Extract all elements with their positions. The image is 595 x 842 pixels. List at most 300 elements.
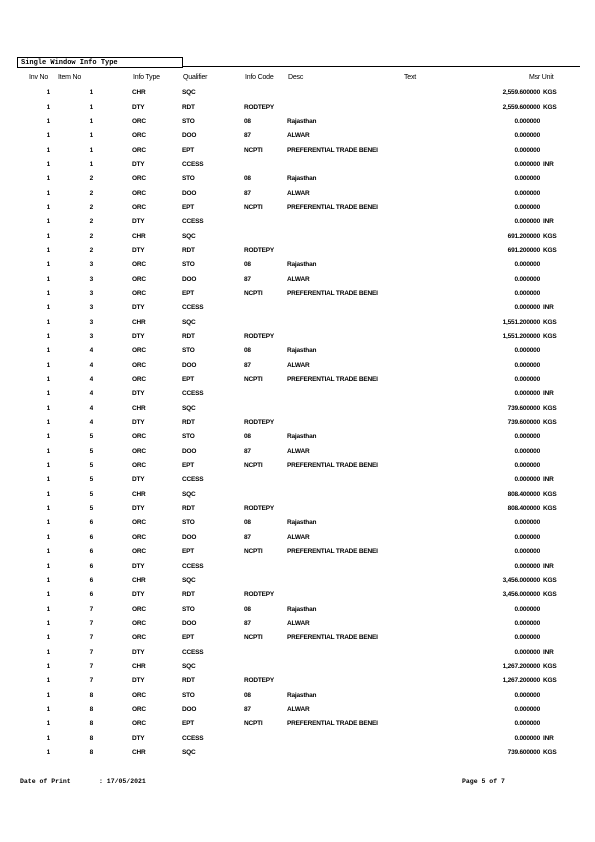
spacer-cell: [93, 717, 132, 731]
info-code-cell: 08: [244, 691, 251, 699]
measure-value-cell: 1,551.200000: [502, 333, 540, 341]
table-row: [0, 602, 573, 616]
inv-no-cell: 1: [46, 576, 50, 584]
table-row: [0, 617, 573, 631]
inv-no-cell: 1: [46, 677, 50, 685]
info-type-cell: DTY: [132, 246, 145, 254]
item-no-cell: 8: [89, 720, 93, 728]
inv-no-cell: 1: [46, 462, 50, 470]
qualifier-cell: CCESS: [182, 734, 204, 742]
info-code-cell: RODTEPY: [244, 591, 275, 599]
spacer-cell: [93, 229, 132, 243]
qualifier-cell: RDT: [182, 246, 195, 254]
measure-unit-cell: KGS: [543, 490, 557, 498]
info-code-cell: 08: [244, 519, 251, 527]
desc-cell: [287, 229, 407, 243]
text-cell: [407, 316, 440, 330]
desc-cell: [287, 559, 407, 573]
text-cell: [407, 287, 440, 301]
measure-unit-cell: [540, 287, 573, 301]
info-code-cell: RODTEPY: [244, 505, 275, 513]
info-code-cell: NCPTI: [244, 462, 263, 470]
inv-no-cell: 1: [46, 734, 50, 742]
measure-value-cell: 0.000000: [514, 562, 540, 570]
desc-cell: [287, 473, 407, 487]
desc-cell: [287, 674, 407, 688]
inv-no-cell: 1: [46, 390, 50, 398]
spacer-cell: [93, 731, 132, 745]
table-row: [0, 445, 573, 459]
info-code-cell: 87: [244, 447, 251, 455]
info-type-cell: DTY: [132, 476, 145, 484]
text-cell: [407, 373, 440, 387]
header-desc: Desc: [288, 74, 304, 81]
table-row: [0, 731, 573, 745]
info-type-cell: ORC: [132, 146, 146, 154]
qualifier-cell: SQC: [182, 576, 196, 584]
text-cell: [407, 703, 440, 717]
measure-value-cell: 0.000000: [514, 361, 540, 369]
table-row: [0, 272, 573, 286]
qualifier-cell: DOO: [182, 705, 197, 713]
spacer-cell: [93, 143, 132, 157]
spacer-cell: [93, 100, 132, 114]
measure-value-cell: 808.400000: [507, 490, 540, 498]
info-type-cell: DTY: [132, 304, 145, 312]
info-type-cell: ORC: [132, 462, 146, 470]
spacer-cell: [93, 516, 132, 530]
item-no-cell: 2: [89, 246, 93, 254]
table-row: [0, 143, 573, 157]
desc-cell: ALWAR: [287, 705, 310, 713]
desc-cell: Rajasthan: [287, 691, 317, 699]
measure-value-cell: 0.000000: [514, 634, 540, 642]
table-row: [0, 402, 573, 416]
info-code-cell: RODTEPY: [244, 103, 275, 111]
table-row: [0, 631, 573, 645]
info-code-cell: 87: [244, 619, 251, 627]
measure-value-cell: 2,559.600000: [502, 89, 540, 97]
measure-value-cell: 0.000000: [514, 648, 540, 656]
measure-unit-cell: [540, 186, 573, 200]
desc-cell: ALWAR: [287, 132, 310, 140]
inv-no-cell: 1: [46, 705, 50, 713]
table-row: [0, 645, 573, 659]
text-cell: [407, 631, 440, 645]
desc-cell: PREFERENTIAL TRADE BENEI: [287, 203, 378, 211]
qualifier-cell: DOO: [182, 132, 197, 140]
measure-unit-cell: INR: [543, 160, 554, 168]
desc-cell: PREFERENTIAL TRADE BENEI: [287, 548, 378, 556]
spacer-cell: [93, 301, 132, 315]
measure-unit-cell: KGS: [543, 103, 557, 111]
item-no-cell: 1: [89, 89, 93, 97]
text-cell: [407, 674, 440, 688]
spacer-cell: [93, 430, 132, 444]
measure-value-cell: 0.000000: [514, 189, 540, 197]
desc-cell: ALWAR: [287, 361, 310, 369]
info-code-cell: NCPTI: [244, 146, 263, 154]
qualifier-cell: STO: [182, 519, 195, 527]
text-cell: [407, 215, 440, 229]
text-cell: [407, 559, 440, 573]
info-type-cell: ORC: [132, 261, 146, 269]
info-type-cell: ORC: [132, 720, 146, 728]
measure-unit-cell: KGS: [543, 404, 557, 412]
measure-value-cell: 0.000000: [514, 132, 540, 140]
spacer-cell: [93, 359, 132, 373]
measure-unit-cell: [540, 688, 573, 702]
text-cell: [407, 387, 440, 401]
desc-cell: ALWAR: [287, 189, 310, 197]
measure-value-cell: 0.000000: [514, 548, 540, 556]
measure-unit-cell: INR: [543, 648, 554, 656]
measure-value-cell: 808.400000: [507, 505, 540, 513]
spacer-cell: [93, 86, 132, 100]
table-row: [0, 574, 573, 588]
info-code-cell: NCPTI: [244, 376, 263, 384]
text-cell: [407, 746, 440, 760]
measure-value-cell: 3,456.000000: [502, 591, 540, 599]
qualifier-cell: EPT: [182, 146, 195, 154]
measure-unit-cell: [540, 143, 573, 157]
info-type-cell: ORC: [132, 376, 146, 384]
inv-no-cell: 1: [46, 662, 50, 670]
measure-value-cell: 0.000000: [514, 146, 540, 154]
inv-no-cell: 1: [46, 605, 50, 613]
text-cell: [407, 100, 440, 114]
item-no-cell: 4: [89, 376, 93, 384]
table-row: [0, 531, 573, 545]
info-code-cell: [244, 645, 287, 659]
desc-cell: [287, 316, 407, 330]
item-no-cell: 5: [89, 462, 93, 470]
desc-cell: Rajasthan: [287, 117, 317, 125]
spacer-cell: [93, 445, 132, 459]
text-cell: [407, 272, 440, 286]
measure-unit-cell: KGS: [543, 419, 557, 427]
spacer-cell: [93, 588, 132, 602]
measure-value-cell: 0.000000: [514, 705, 540, 713]
info-type-cell: DTY: [132, 333, 145, 341]
spacer-cell: [93, 402, 132, 416]
measure-unit-cell: [540, 201, 573, 215]
measure-unit-cell: [540, 545, 573, 559]
table-row: [0, 215, 573, 229]
desc-cell: [287, 330, 407, 344]
info-code-cell: [244, 660, 287, 674]
measure-value-cell: 0.000000: [514, 691, 540, 699]
measure-value-cell: 0.000000: [514, 347, 540, 355]
info-type-cell: CHR: [132, 748, 146, 756]
measure-value-cell: 0.000000: [514, 462, 540, 470]
measure-value-cell: 691.200000: [507, 246, 540, 254]
info-code-cell: [244, 402, 287, 416]
info-type-cell: ORC: [132, 447, 146, 455]
text-cell: [407, 602, 440, 616]
qualifier-cell: EPT: [182, 289, 195, 297]
inv-no-cell: 1: [46, 505, 50, 513]
inv-no-cell: 1: [46, 591, 50, 599]
spacer-cell: [93, 559, 132, 573]
inv-no-cell: 1: [46, 261, 50, 269]
spacer-cell: [93, 502, 132, 516]
print-date-value: : 17/05/2021: [99, 778, 146, 785]
qualifier-cell: STO: [182, 433, 195, 441]
info-code-cell: [244, 746, 287, 760]
item-no-cell: 6: [89, 576, 93, 584]
info-code-cell: [244, 158, 287, 172]
text-cell: [407, 344, 440, 358]
measure-value-cell: 0.000000: [514, 261, 540, 269]
info-type-cell: DTY: [132, 160, 145, 168]
info-type-cell: DTY: [132, 562, 145, 570]
text-cell: [407, 186, 440, 200]
info-code-cell: RODTEPY: [244, 677, 275, 685]
table-row: [0, 674, 573, 688]
info-type-cell: DTY: [132, 103, 145, 111]
table-row: [0, 330, 573, 344]
header-text: Text: [404, 74, 417, 81]
item-no-cell: 1: [89, 146, 93, 154]
inv-no-cell: 1: [46, 447, 50, 455]
table-row: [0, 488, 573, 502]
measure-unit-cell: [540, 459, 573, 473]
desc-cell: [287, 387, 407, 401]
spacer-cell: [93, 703, 132, 717]
qualifier-cell: CCESS: [182, 218, 204, 226]
text-cell: [407, 617, 440, 631]
header-qualifier: Qualifier: [183, 74, 208, 81]
info-type-cell: ORC: [132, 605, 146, 613]
info-type-cell: ORC: [132, 361, 146, 369]
qualifier-cell: SQC: [182, 89, 196, 97]
inv-no-cell: 1: [46, 691, 50, 699]
measure-value-cell: 1,267.200000: [502, 662, 540, 670]
inv-no-cell: 1: [46, 519, 50, 527]
measure-value-cell: 739.600000: [507, 748, 540, 756]
item-no-cell: 7: [89, 605, 93, 613]
desc-cell: [287, 158, 407, 172]
inv-no-cell: 1: [46, 748, 50, 756]
qualifier-cell: RDT: [182, 103, 195, 111]
info-type-cell: ORC: [132, 691, 146, 699]
info-type-cell: CHR: [132, 318, 146, 326]
info-type-cell: ORC: [132, 519, 146, 527]
inv-no-cell: 1: [46, 289, 50, 297]
measure-value-cell: 0.000000: [514, 390, 540, 398]
item-no-cell: 6: [89, 533, 93, 541]
desc-cell: [287, 488, 407, 502]
measure-value-cell: 0.000000: [514, 218, 540, 226]
item-no-cell: 1: [89, 160, 93, 168]
table-row: [0, 746, 573, 760]
table-row: [0, 158, 573, 172]
spacer-cell: [93, 416, 132, 430]
measure-unit-cell: [540, 617, 573, 631]
qualifier-cell: EPT: [182, 720, 195, 728]
qualifier-cell: EPT: [182, 203, 195, 211]
item-no-cell: 3: [89, 333, 93, 341]
info-type-cell: DTY: [132, 591, 145, 599]
inv-no-cell: 1: [46, 476, 50, 484]
item-no-cell: 4: [89, 390, 93, 398]
info-code-cell: 87: [244, 275, 251, 283]
inv-no-cell: 1: [46, 132, 50, 140]
item-no-cell: 5: [89, 447, 93, 455]
qualifier-cell: RDT: [182, 419, 195, 427]
info-code-cell: 08: [244, 605, 251, 613]
measure-unit-cell: INR: [543, 218, 554, 226]
qualifier-cell: EPT: [182, 462, 195, 470]
item-no-cell: 2: [89, 175, 93, 183]
info-code-cell: 87: [244, 533, 251, 541]
desc-cell: [287, 215, 407, 229]
measure-value-cell: 0.000000: [514, 304, 540, 312]
item-no-cell: 7: [89, 648, 93, 656]
info-code-cell: [244, 387, 287, 401]
qualifier-cell: DOO: [182, 189, 197, 197]
text-cell: [407, 301, 440, 315]
measure-value-cell: 0.000000: [514, 160, 540, 168]
desc-cell: Rajasthan: [287, 175, 317, 183]
info-code-cell: 08: [244, 347, 251, 355]
info-code-cell: 08: [244, 175, 251, 183]
spacer-cell: [93, 574, 132, 588]
table-row: [0, 387, 573, 401]
info-code-cell: 87: [244, 705, 251, 713]
measure-unit-cell: [540, 445, 573, 459]
info-type-cell: ORC: [132, 117, 146, 125]
spacer-cell: [93, 473, 132, 487]
measure-unit-cell: KGS: [543, 591, 557, 599]
inv-no-cell: 1: [46, 634, 50, 642]
info-type-cell: ORC: [132, 132, 146, 140]
info-code-cell: [244, 86, 287, 100]
inv-no-cell: 1: [46, 175, 50, 183]
inv-no-cell: 1: [46, 333, 50, 341]
qualifier-cell: RDT: [182, 505, 195, 513]
measure-unit-cell: KGS: [543, 748, 557, 756]
qualifier-cell: SQC: [182, 490, 196, 498]
qualifier-cell: SQC: [182, 662, 196, 670]
inv-no-cell: 1: [46, 419, 50, 427]
item-no-cell: 5: [89, 490, 93, 498]
desc-cell: [287, 86, 407, 100]
inv-no-cell: 1: [46, 404, 50, 412]
info-type-cell: DTY: [132, 677, 145, 685]
measure-unit-cell: [540, 373, 573, 387]
info-type-cell: ORC: [132, 175, 146, 183]
info-type-cell: CHR: [132, 490, 146, 498]
text-cell: [407, 473, 440, 487]
item-no-cell: 4: [89, 404, 93, 412]
measure-unit-cell: KGS: [543, 677, 557, 685]
item-no-cell: 5: [89, 433, 93, 441]
measure-unit-cell: KGS: [543, 89, 557, 97]
measure-value-cell: 0.000000: [514, 734, 540, 742]
spacer-cell: [93, 115, 132, 129]
table-row: [0, 559, 573, 573]
title-rule: [183, 66, 580, 67]
measure-unit-cell: [540, 272, 573, 286]
inv-no-cell: 1: [46, 146, 50, 154]
inv-no-cell: 1: [46, 533, 50, 541]
measure-unit-cell: KGS: [543, 318, 557, 326]
measure-unit-cell: INR: [543, 734, 554, 742]
measure-value-cell: 0.000000: [514, 476, 540, 484]
qualifier-cell: SQC: [182, 318, 196, 326]
inv-no-cell: 1: [46, 103, 50, 111]
table-row: [0, 115, 573, 129]
spacer-cell: [93, 316, 132, 330]
text-cell: [407, 86, 440, 100]
item-no-cell: 5: [89, 476, 93, 484]
info-code-cell: RODTEPY: [244, 246, 275, 254]
table-row: [0, 502, 573, 516]
info-type-cell: DTY: [132, 390, 145, 398]
text-cell: [407, 516, 440, 530]
table-row: [0, 717, 573, 731]
info-code-cell: [244, 301, 287, 315]
info-code-cell: NCPTI: [244, 548, 263, 556]
measure-value-cell: 0.000000: [514, 533, 540, 541]
info-type-cell: ORC: [132, 705, 146, 713]
spacer-cell: [93, 645, 132, 659]
measure-unit-cell: KGS: [543, 246, 557, 254]
info-code-cell: [244, 316, 287, 330]
page-number: Page 5 of 7: [462, 778, 505, 785]
table-row: [0, 516, 573, 530]
print-date-label: Date of Print: [20, 778, 71, 785]
spacer-cell: [93, 373, 132, 387]
info-type-cell: ORC: [132, 634, 146, 642]
spacer-cell: [93, 172, 132, 186]
measure-unit-cell: [540, 258, 573, 272]
text-cell: [407, 545, 440, 559]
measure-value-cell: 0.000000: [514, 433, 540, 441]
item-no-cell: 8: [89, 734, 93, 742]
measure-unit-cell: [540, 631, 573, 645]
text-cell: [407, 502, 440, 516]
desc-cell: [287, 746, 407, 760]
qualifier-cell: EPT: [182, 548, 195, 556]
text-cell: [407, 244, 440, 258]
desc-cell: ALWAR: [287, 619, 310, 627]
table-row: [0, 359, 573, 373]
info-type-rows: [0, 86, 573, 760]
spacer-cell: [93, 602, 132, 616]
inv-no-cell: 1: [46, 89, 50, 97]
measure-unit-cell: INR: [543, 476, 554, 484]
text-cell: [407, 402, 440, 416]
table-row: [0, 244, 573, 258]
inv-no-cell: 1: [46, 648, 50, 656]
info-code-cell: NCPTI: [244, 203, 263, 211]
desc-cell: Rajasthan: [287, 519, 317, 527]
measure-unit-cell: INR: [543, 390, 554, 398]
measure-unit-cell: KGS: [543, 576, 557, 584]
desc-cell: ALWAR: [287, 447, 310, 455]
text-cell: [407, 158, 440, 172]
text-cell: [407, 330, 440, 344]
qualifier-cell: STO: [182, 117, 195, 125]
qualifier-cell: EPT: [182, 376, 195, 384]
measure-unit-cell: INR: [543, 304, 554, 312]
desc-cell: [287, 416, 407, 430]
qualifier-cell: STO: [182, 261, 195, 269]
measure-value-cell: 0.000000: [514, 519, 540, 527]
